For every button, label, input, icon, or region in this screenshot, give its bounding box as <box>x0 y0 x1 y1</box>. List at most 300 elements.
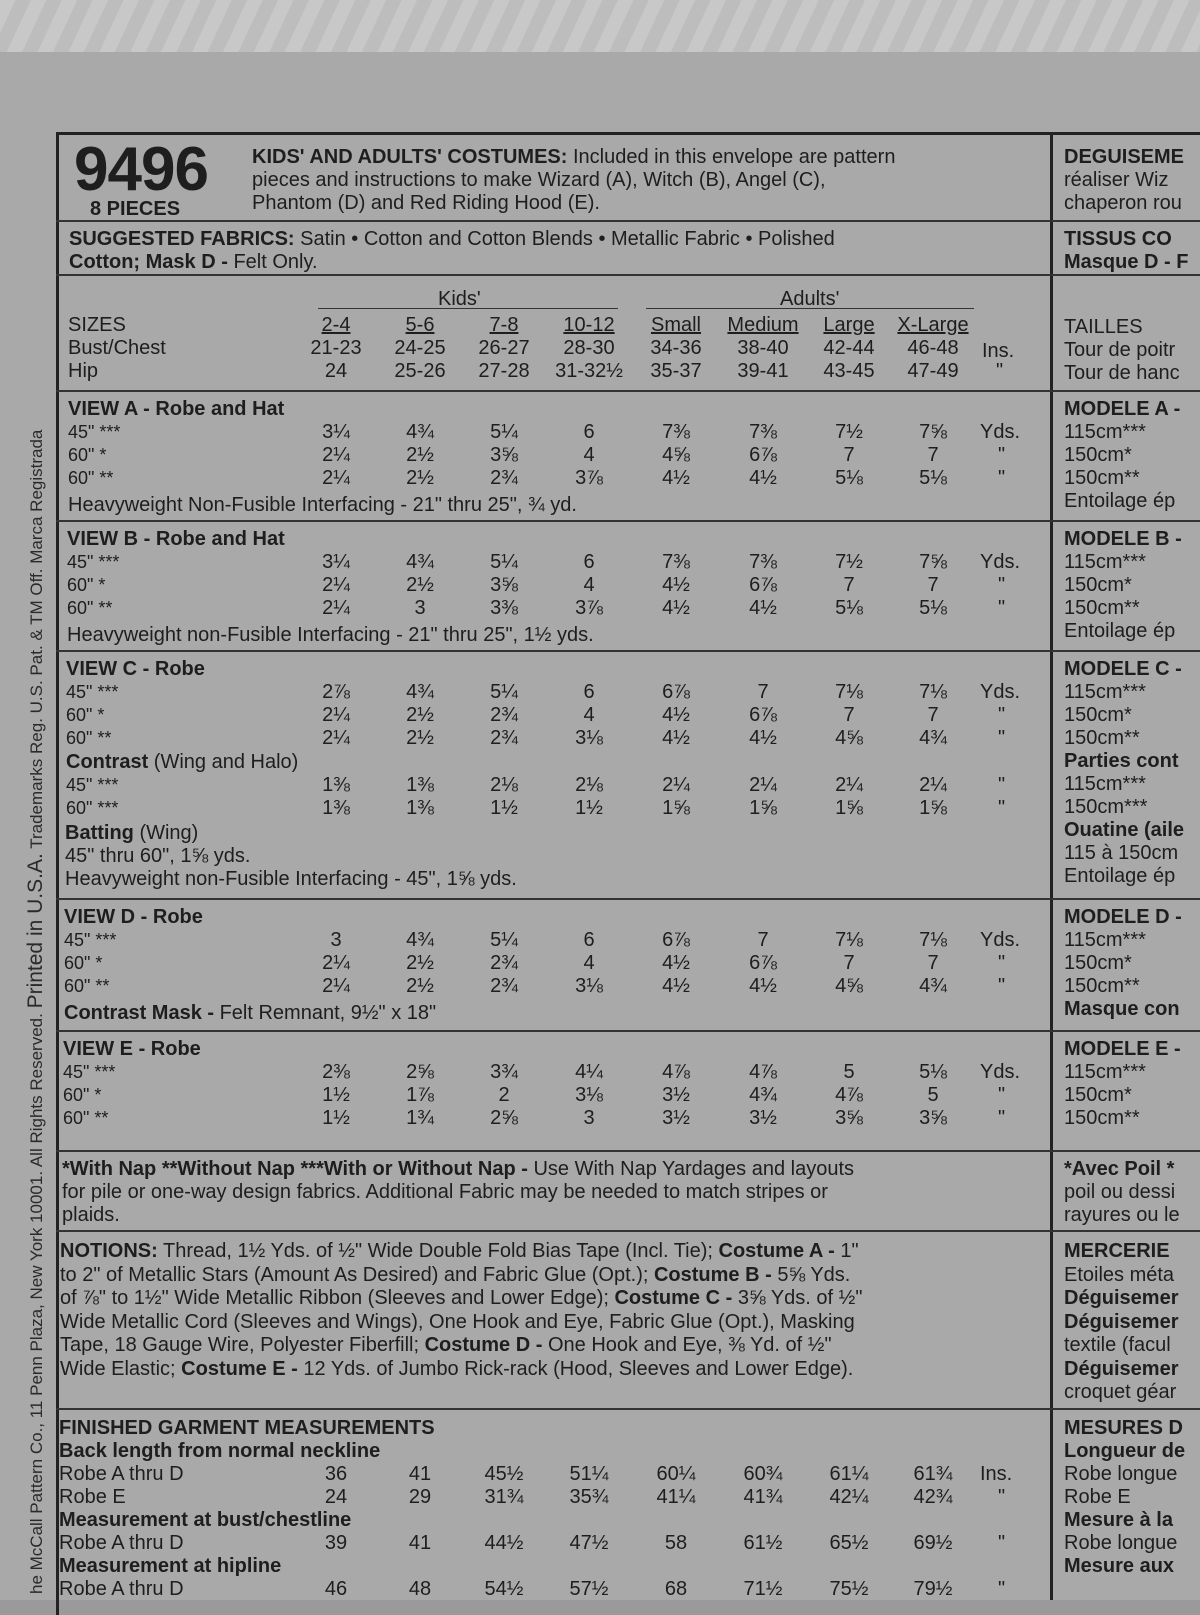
french-line: 150cm** <box>1064 727 1140 749</box>
fabric-width-label: 60" ** <box>66 728 112 748</box>
french-line: Entoilage ép <box>1064 620 1176 642</box>
fabric-width-label: 45" *** <box>68 422 121 442</box>
french-line: MODELE A - <box>1064 398 1181 420</box>
yardage-value: 3⅛ <box>575 975 603 997</box>
yardage-value: 58 <box>664 1532 688 1554</box>
yardage-value: 4½ <box>749 727 777 749</box>
view-a-title: VIEW A - Robe and Hat <box>68 398 285 420</box>
french-line: Ouatine (aile <box>1064 819 1185 841</box>
french-line: MODELE C - <box>1064 658 1182 680</box>
rule <box>56 274 1200 276</box>
yardage-value: 4⅞ <box>835 1084 863 1106</box>
french-line: 115 à 150cm <box>1064 842 1179 864</box>
yardage-value: 39 <box>324 1532 348 1554</box>
fabric-width-label: 60" * <box>67 575 106 595</box>
rule <box>56 1030 1200 1032</box>
yardage-value: 1½ <box>575 797 603 819</box>
rule <box>56 1230 1200 1232</box>
french-line: Tour de poitr <box>1064 339 1176 361</box>
unit-label: " <box>998 574 1006 596</box>
yardage-value: 4½ <box>662 467 690 489</box>
view-b-title: VIEW B - Robe and Hat <box>67 528 285 550</box>
yardage-value: 61¼ <box>829 1463 869 1485</box>
yardage-value: 2⅛ <box>575 774 603 796</box>
view-e-title: VIEW E - Robe <box>63 1038 201 1060</box>
unit-label: " <box>998 797 1006 819</box>
background-fabric <box>0 0 1200 60</box>
notions-line: Wide Metallic Cord (Sleeves and Wings), One Hook and Eye, Fabric Glue (Opt.), Masking <box>60 1310 855 1333</box>
units-ins: Ins. <box>982 340 1015 362</box>
yardage-value: 2¾ <box>490 704 518 726</box>
unit-label: " <box>998 597 1006 619</box>
bust-value: 21-23 <box>310 337 362 359</box>
yardage-value: 36 <box>324 1463 348 1485</box>
yardage-value: 7⅝ <box>919 551 947 573</box>
french-line: Masque con <box>1064 998 1180 1020</box>
nap-line3: plaids. <box>62 1204 120 1226</box>
yardage-value: 2⅞ <box>322 681 350 703</box>
yardage-value: 1⅞ <box>406 1084 434 1106</box>
yardage-value: 68 <box>664 1578 688 1600</box>
size-header-X-Large: X-Large <box>897 314 969 336</box>
yardage-value: 4½ <box>749 467 777 489</box>
back-length-heading: Back length from normal neckline <box>59 1440 381 1462</box>
yardage-value: 24 <box>324 1486 348 1508</box>
yardage-value: 5⅛ <box>835 467 863 489</box>
yardage-value: 35¾ <box>569 1486 609 1508</box>
yardage-value: 75½ <box>829 1578 869 1600</box>
bust-value: 28-30 <box>563 337 615 359</box>
french-line: MODELE B - <box>1064 528 1182 550</box>
yardage-value: 2¾ <box>490 975 518 997</box>
yardage-value: 7 <box>757 929 769 951</box>
yardage-value: 2¼ <box>322 975 350 997</box>
french-line: Déguisemer <box>1064 1311 1179 1333</box>
yardage-value: 3 <box>414 597 426 619</box>
bust-value: 26-27 <box>478 337 530 359</box>
fabric-width-label: 60" ** <box>64 976 110 996</box>
size-header-Medium: Medium <box>727 314 799 336</box>
yardage-value: 4½ <box>749 597 777 619</box>
yardage-value: 1½ <box>322 1084 350 1106</box>
french-line: *Avec Poil * <box>1064 1158 1175 1180</box>
yardage-value: 7⅛ <box>919 681 947 703</box>
yardage-value: 1⅜ <box>322 774 350 796</box>
bust-value: 34-36 <box>650 337 702 359</box>
french-line: textile (facul <box>1064 1334 1171 1356</box>
yardage-value: 6⅞ <box>749 704 777 726</box>
header-line2: pieces and instructions to make Wizard (A), Witch (B), Angel (C), <box>252 169 826 191</box>
hip-value: 35-37 <box>650 360 702 382</box>
french-line: MODELE E - <box>1064 1038 1181 1060</box>
french-line: poil ou dessi <box>1064 1181 1176 1203</box>
french-line: Robe longue <box>1064 1463 1178 1485</box>
fabrics-line1: SUGGESTED FABRICS: Satin • Cotton and Cotton Blends • Metallic Fabric • Polished <box>69 228 835 250</box>
yardage-value: 5 <box>843 1061 855 1083</box>
yardage-value: 41¼ <box>656 1486 696 1508</box>
yardage-value: 1⅝ <box>749 797 777 819</box>
unit-label: " <box>998 1084 1006 1106</box>
yardage-value: 2¼ <box>322 952 350 974</box>
fabric-width-label: Robe A thru D <box>59 1463 184 1485</box>
yardage-value: 3⅝ <box>490 444 518 466</box>
view-c-note: Heavyweight non-Fusible Interfacing - 45", 1⅝ yds. <box>65 868 517 890</box>
french-line: Déguisemer <box>1064 1358 1179 1380</box>
yardage-value: 2¼ <box>322 597 350 619</box>
yardage-value: 7½ <box>835 551 863 573</box>
unit-label: " <box>998 444 1006 466</box>
bust-heading: Measurement at bust/chestline <box>59 1509 352 1531</box>
french-line: réaliser Wiz <box>1064 169 1169 191</box>
yardage-value: 2½ <box>406 727 434 749</box>
french-line: 115cm*** <box>1064 929 1146 951</box>
kids-label: Kids' <box>438 288 481 310</box>
french-line: Parties cont <box>1064 750 1179 772</box>
mask-line: Contrast Mask - Felt Remnant, 9½" x 18" <box>64 1002 437 1024</box>
yardage-value: 41 <box>408 1463 432 1485</box>
size-header-Small: Small <box>650 314 701 336</box>
rule <box>56 1408 1200 1410</box>
french-line: 115cm*** <box>1064 681 1146 703</box>
yardage-value: 47½ <box>569 1532 609 1554</box>
copyright-sidebar: he McCall Pattern Co., 11 Penn Plaza, New York 10001. All Rights Reserved. Printed in U.S.A. Trademarks Reg. U.S. Pat. & TM Off. Marca Registrada <box>24 429 47 1594</box>
unit-label: Yds. <box>980 551 1021 573</box>
yardage-value: 5 <box>927 1084 939 1106</box>
yardage-value: 71½ <box>743 1578 783 1600</box>
yardage-value: 48 <box>408 1578 432 1600</box>
yardage-value: 6⅞ <box>662 929 690 951</box>
unit-label: " <box>998 1578 1006 1600</box>
hip-label: Hip <box>68 360 99 382</box>
notions-line: Wide Elastic; Costume E - 12 Yds. of Jumbo Rick-rack (Hood, Sleeves and Lower Edge). <box>60 1357 854 1380</box>
french-line: MERCERIE <box>1064 1240 1170 1262</box>
yardage-value: 7 <box>843 704 855 726</box>
hip-value: 27-28 <box>478 360 530 382</box>
yardage-value: 4⅝ <box>662 444 690 466</box>
yardage-value: 2¾ <box>490 952 518 974</box>
yardage-value: 4¾ <box>406 551 434 573</box>
fabric-width-label: 45" *** <box>66 775 119 795</box>
yardage-value: 3 <box>583 1107 595 1129</box>
units-ditto: " <box>996 360 1004 382</box>
french-line: Mesure à la <box>1064 1509 1173 1531</box>
fabric-width-label: Robe A thru D <box>59 1532 184 1554</box>
unit-label: " <box>998 1107 1006 1129</box>
yardage-value: 41 <box>408 1532 432 1554</box>
fabric-width-label: 60" *** <box>66 798 119 818</box>
unit-label: " <box>998 467 1006 489</box>
yardage-value: 42¼ <box>829 1486 869 1508</box>
yardage-value: 4½ <box>662 704 690 726</box>
yardage-value: 4 <box>583 444 595 466</box>
hip-value: 47-49 <box>907 360 959 382</box>
yardage-value: 5¼ <box>490 681 518 703</box>
yardage-value: 3½ <box>662 1107 690 1129</box>
yardage-value: 7½ <box>835 421 863 443</box>
french-line: Etoiles méta <box>1064 1264 1175 1286</box>
yardage-value: 4¾ <box>919 975 947 997</box>
yardage-value: 79½ <box>913 1578 953 1600</box>
hip-heading: Measurement at hipline <box>59 1555 282 1577</box>
unit-label: " <box>998 727 1006 749</box>
fabric-width-label: 45" *** <box>63 1062 116 1082</box>
size-header-5-6: 5-6 <box>405 314 435 336</box>
french-line: 150cm** <box>1064 975 1140 997</box>
batting-line: Batting (Wing) <box>65 822 199 844</box>
yardage-value: 4½ <box>662 574 690 596</box>
notions-line: Tape, 18 Gauge Wire, Polyester Fiberfill; Costume D - One Hook and Eye, ⅜ Yd. of ½" <box>60 1334 832 1356</box>
yardage-value: 2½ <box>406 952 434 974</box>
yardage-value: 7 <box>843 574 855 596</box>
bust-value: 24-25 <box>394 337 446 359</box>
fabric-width-label: 45" *** <box>64 930 117 950</box>
yardage-value: 7 <box>927 704 939 726</box>
yardage-value: 7 <box>843 444 855 466</box>
yardage-value: 4¾ <box>919 727 947 749</box>
french-line: 150cm** <box>1064 467 1140 489</box>
yardage-value: 2¼ <box>322 704 350 726</box>
yardage-value: 3⅞ <box>575 597 603 619</box>
unit-label: " <box>998 975 1006 997</box>
yardage-value: 3¼ <box>322 551 350 573</box>
french-line: 150cm* <box>1064 574 1132 596</box>
rule <box>56 898 1200 900</box>
yardage-value: 3⅝ <box>919 1107 947 1129</box>
yardage-value: 4⅝ <box>835 975 863 997</box>
unit-label: Yds. <box>980 929 1021 951</box>
unit-label: Yds. <box>980 421 1021 443</box>
yardage-value: 2¼ <box>749 774 777 796</box>
yardage-value: 44½ <box>484 1532 524 1554</box>
french-line: 150cm* <box>1064 1084 1132 1106</box>
rule <box>56 650 1200 652</box>
yardage-value: 1½ <box>322 1107 350 1129</box>
yardage-value: 2½ <box>406 975 434 997</box>
yardage-value: 29 <box>408 1486 432 1508</box>
size-header-2-4: 2-4 <box>321 314 351 336</box>
yardage-value: 7⅜ <box>662 551 690 573</box>
yardage-value: 61½ <box>743 1532 783 1554</box>
hip-value: 43-45 <box>823 360 875 382</box>
hip-value: 24 <box>324 360 348 382</box>
yardage-value: 1⅝ <box>835 797 863 819</box>
hip-value: 39-41 <box>737 360 789 382</box>
yardage-value: 5⅛ <box>835 597 863 619</box>
fabric-width-label: Robe A thru D <box>59 1578 184 1600</box>
yardage-value: 60¼ <box>656 1463 696 1485</box>
yardage-value: 41¾ <box>743 1486 783 1508</box>
yardage-value: 7⅛ <box>835 681 863 703</box>
yardage-value: 6 <box>583 421 595 443</box>
yardage-value: 6⅞ <box>749 574 777 596</box>
yardage-value: 7⅛ <box>919 929 947 951</box>
contrast-line: Contrast (Wing and Halo) <box>66 751 299 773</box>
yardage-value: 7⅜ <box>662 421 690 443</box>
yardage-value: 4 <box>583 704 595 726</box>
yardage-value: 2¼ <box>662 774 690 796</box>
yardage-value: 4¾ <box>406 681 434 703</box>
french-line: DEGUISEME <box>1064 146 1185 168</box>
yardage-value: 1⅜ <box>406 774 434 796</box>
yardage-value: 5⅛ <box>919 597 947 619</box>
yardage-value: 4¾ <box>406 929 434 951</box>
rule <box>56 220 1200 222</box>
yardage-value: 2¼ <box>322 727 350 749</box>
yardage-value: 6 <box>583 551 595 573</box>
french-line: Entoilage ép <box>1064 490 1176 512</box>
fabric-width-label: 60" * <box>63 1085 102 1105</box>
size-header-7-8: 7-8 <box>489 314 519 336</box>
sizes-label: SIZES <box>68 314 126 336</box>
yardage-value: 5¼ <box>490 421 518 443</box>
yardage-value: 2¾ <box>490 467 518 489</box>
yardage-value: 54½ <box>484 1578 524 1600</box>
yardage-value: 2½ <box>406 444 434 466</box>
fabrics-line2: Cotton; Mask D - Felt Only. <box>69 251 318 273</box>
french-line: 150cm** <box>1064 1107 1140 1129</box>
french-line: 115cm*** <box>1064 551 1146 573</box>
french-line: Robe E <box>1064 1486 1131 1508</box>
unit-label: " <box>998 704 1006 726</box>
view-c-title: VIEW C - Robe <box>66 658 205 680</box>
yardage-value: 2¼ <box>322 467 350 489</box>
yardage-value: 31¾ <box>484 1486 524 1508</box>
batting-note: 45" thru 60", 1⅝ yds. <box>65 845 251 867</box>
yardage-value: 4¾ <box>406 421 434 443</box>
yardage-value: 6 <box>583 681 595 703</box>
french-line: 150cm* <box>1064 444 1132 466</box>
yardage-value: 4 <box>583 574 595 596</box>
yardage-value: 2¼ <box>919 774 947 796</box>
yardage-value: 3½ <box>662 1084 690 1106</box>
yardage-value: 3 <box>330 929 342 951</box>
yardage-value: 7⅜ <box>749 421 777 443</box>
bust-value: 46-48 <box>907 337 959 359</box>
fabric-width-label: 45" *** <box>66 682 119 702</box>
rule <box>56 520 1200 522</box>
yardage-value: 4½ <box>749 975 777 997</box>
view-d-title: VIEW D - Robe <box>64 906 203 928</box>
yardage-value: 65½ <box>829 1532 869 1554</box>
bust-value: 38-40 <box>737 337 789 359</box>
french-line: Robe longue <box>1064 1532 1178 1554</box>
french-line: TAILLES <box>1064 316 1143 338</box>
french-line: chaperon rou <box>1064 192 1182 214</box>
fabric-width-label: 45" *** <box>67 552 120 572</box>
yardage-value: 2¼ <box>835 774 863 796</box>
yardage-value: 1⅜ <box>406 797 434 819</box>
unit-label: Ins. <box>980 1463 1013 1485</box>
hip-value: 25-26 <box>394 360 446 382</box>
yardage-value: 4⅞ <box>662 1061 690 1083</box>
yardage-value: 42¾ <box>913 1486 953 1508</box>
yardage-value: 5¼ <box>490 929 518 951</box>
yardage-value: 69½ <box>913 1532 953 1554</box>
rule <box>56 390 1200 392</box>
yardage-value: 4 <box>583 952 595 974</box>
yardage-value: 3⅛ <box>575 727 603 749</box>
yardage-value: 7 <box>757 681 769 703</box>
yardage-value: 6⅞ <box>662 681 690 703</box>
french-line: 115cm*** <box>1064 773 1146 795</box>
french-line: Déguisemer <box>1064 1287 1179 1309</box>
yardage-value: 4½ <box>662 597 690 619</box>
yardage-value: 46 <box>324 1578 348 1600</box>
yardage-value: 7 <box>927 952 939 974</box>
unit-label: " <box>998 1486 1006 1508</box>
size-header-Large: Large <box>823 314 875 336</box>
fabric-width-label: 60" ** <box>68 468 114 488</box>
notions-line: NOTIONS: Thread, 1½ Yds. of ½" Wide Double Fold Bias Tape (Incl. Tie); Costume A - 1" <box>60 1240 859 1262</box>
notions-line: of ⅞" to 1½" Wide Metallic Ribbon (Sleeves and Lower Edge); Costume C - 3⅝ Yds. of ½" <box>60 1287 863 1309</box>
french-line: 150cm* <box>1064 952 1132 974</box>
french-line: rayures ou le <box>1064 1204 1180 1226</box>
yardage-value: 3¼ <box>322 421 350 443</box>
yardage-value: 5⅛ <box>919 1061 947 1083</box>
unit-label: " <box>998 1532 1006 1554</box>
yardage-value: 4½ <box>662 727 690 749</box>
fabric-width-label: Robe E <box>59 1486 126 1508</box>
view-b-note: Heavyweight non-Fusible Interfacing - 21" thru 25", 1½ yds. <box>67 624 594 646</box>
yardage-value: 5¼ <box>490 551 518 573</box>
fabric-width-label: 60" * <box>66 705 105 725</box>
yardage-value: 1⅜ <box>322 797 350 819</box>
unit-label: " <box>998 774 1006 796</box>
pattern-number: 9496 <box>74 135 208 204</box>
yardage-value: 3½ <box>749 1107 777 1129</box>
yardage-value: 2⅛ <box>490 774 518 796</box>
yardage-value: 2¼ <box>322 444 350 466</box>
yardage-value: 6⅞ <box>749 444 777 466</box>
hip-value: 31-32½ <box>555 360 623 382</box>
yardage-value: 2½ <box>406 467 434 489</box>
french-line: Longueur de <box>1064 1440 1186 1462</box>
fabric-width-label: 60" * <box>64 953 103 973</box>
yardage-value: 4½ <box>662 975 690 997</box>
yardage-value: 3⅝ <box>835 1107 863 1129</box>
french-line: 150cm** <box>1064 597 1140 619</box>
french-line: 115cm*** <box>1064 421 1146 443</box>
yardage-value: 2⅝ <box>406 1061 434 1083</box>
yardage-value: 1¾ <box>406 1107 434 1129</box>
fabric-width-label: 60" * <box>68 445 107 465</box>
unit-label: Yds. <box>980 1061 1021 1083</box>
yardage-value: 4¼ <box>575 1061 603 1083</box>
yardage-value: 57½ <box>569 1578 609 1600</box>
french-line: Mesure aux <box>1064 1555 1175 1577</box>
header-line3: Phantom (D) and Red Riding Hood (E). <box>252 192 600 214</box>
rule <box>56 1150 1200 1152</box>
notions-line: to 2" of Metallic Stars (Amount As Desired) and Fabric Glue (Opt.); Costume B - 5⅝ Yds. <box>60 1263 851 1286</box>
yardage-value: 2 <box>498 1084 510 1106</box>
yardage-value: 3⅜ <box>490 597 518 619</box>
yardage-value: 51¼ <box>569 1463 609 1485</box>
fabric-width-label: 60" ** <box>67 598 113 618</box>
french-line: Tour de hanc <box>1064 362 1180 384</box>
finished-title: FINISHED GARMENT MEASUREMENTS <box>59 1417 435 1439</box>
yardage-value: 2½ <box>406 704 434 726</box>
yardage-value: 2¼ <box>322 574 350 596</box>
french-line: TISSUS CO <box>1064 228 1172 250</box>
french-line: croquet géar <box>1064 1381 1177 1403</box>
bust-value: 42-44 <box>823 337 875 359</box>
fabric-width-label: 60" ** <box>63 1108 109 1128</box>
french-line: 150cm*** <box>1064 796 1148 818</box>
yardage-value: 4⅞ <box>749 1061 777 1083</box>
yardage-value: 3¾ <box>490 1061 518 1083</box>
french-line: 150cm* <box>1064 704 1132 726</box>
french-line: MESURES D <box>1064 1417 1183 1439</box>
